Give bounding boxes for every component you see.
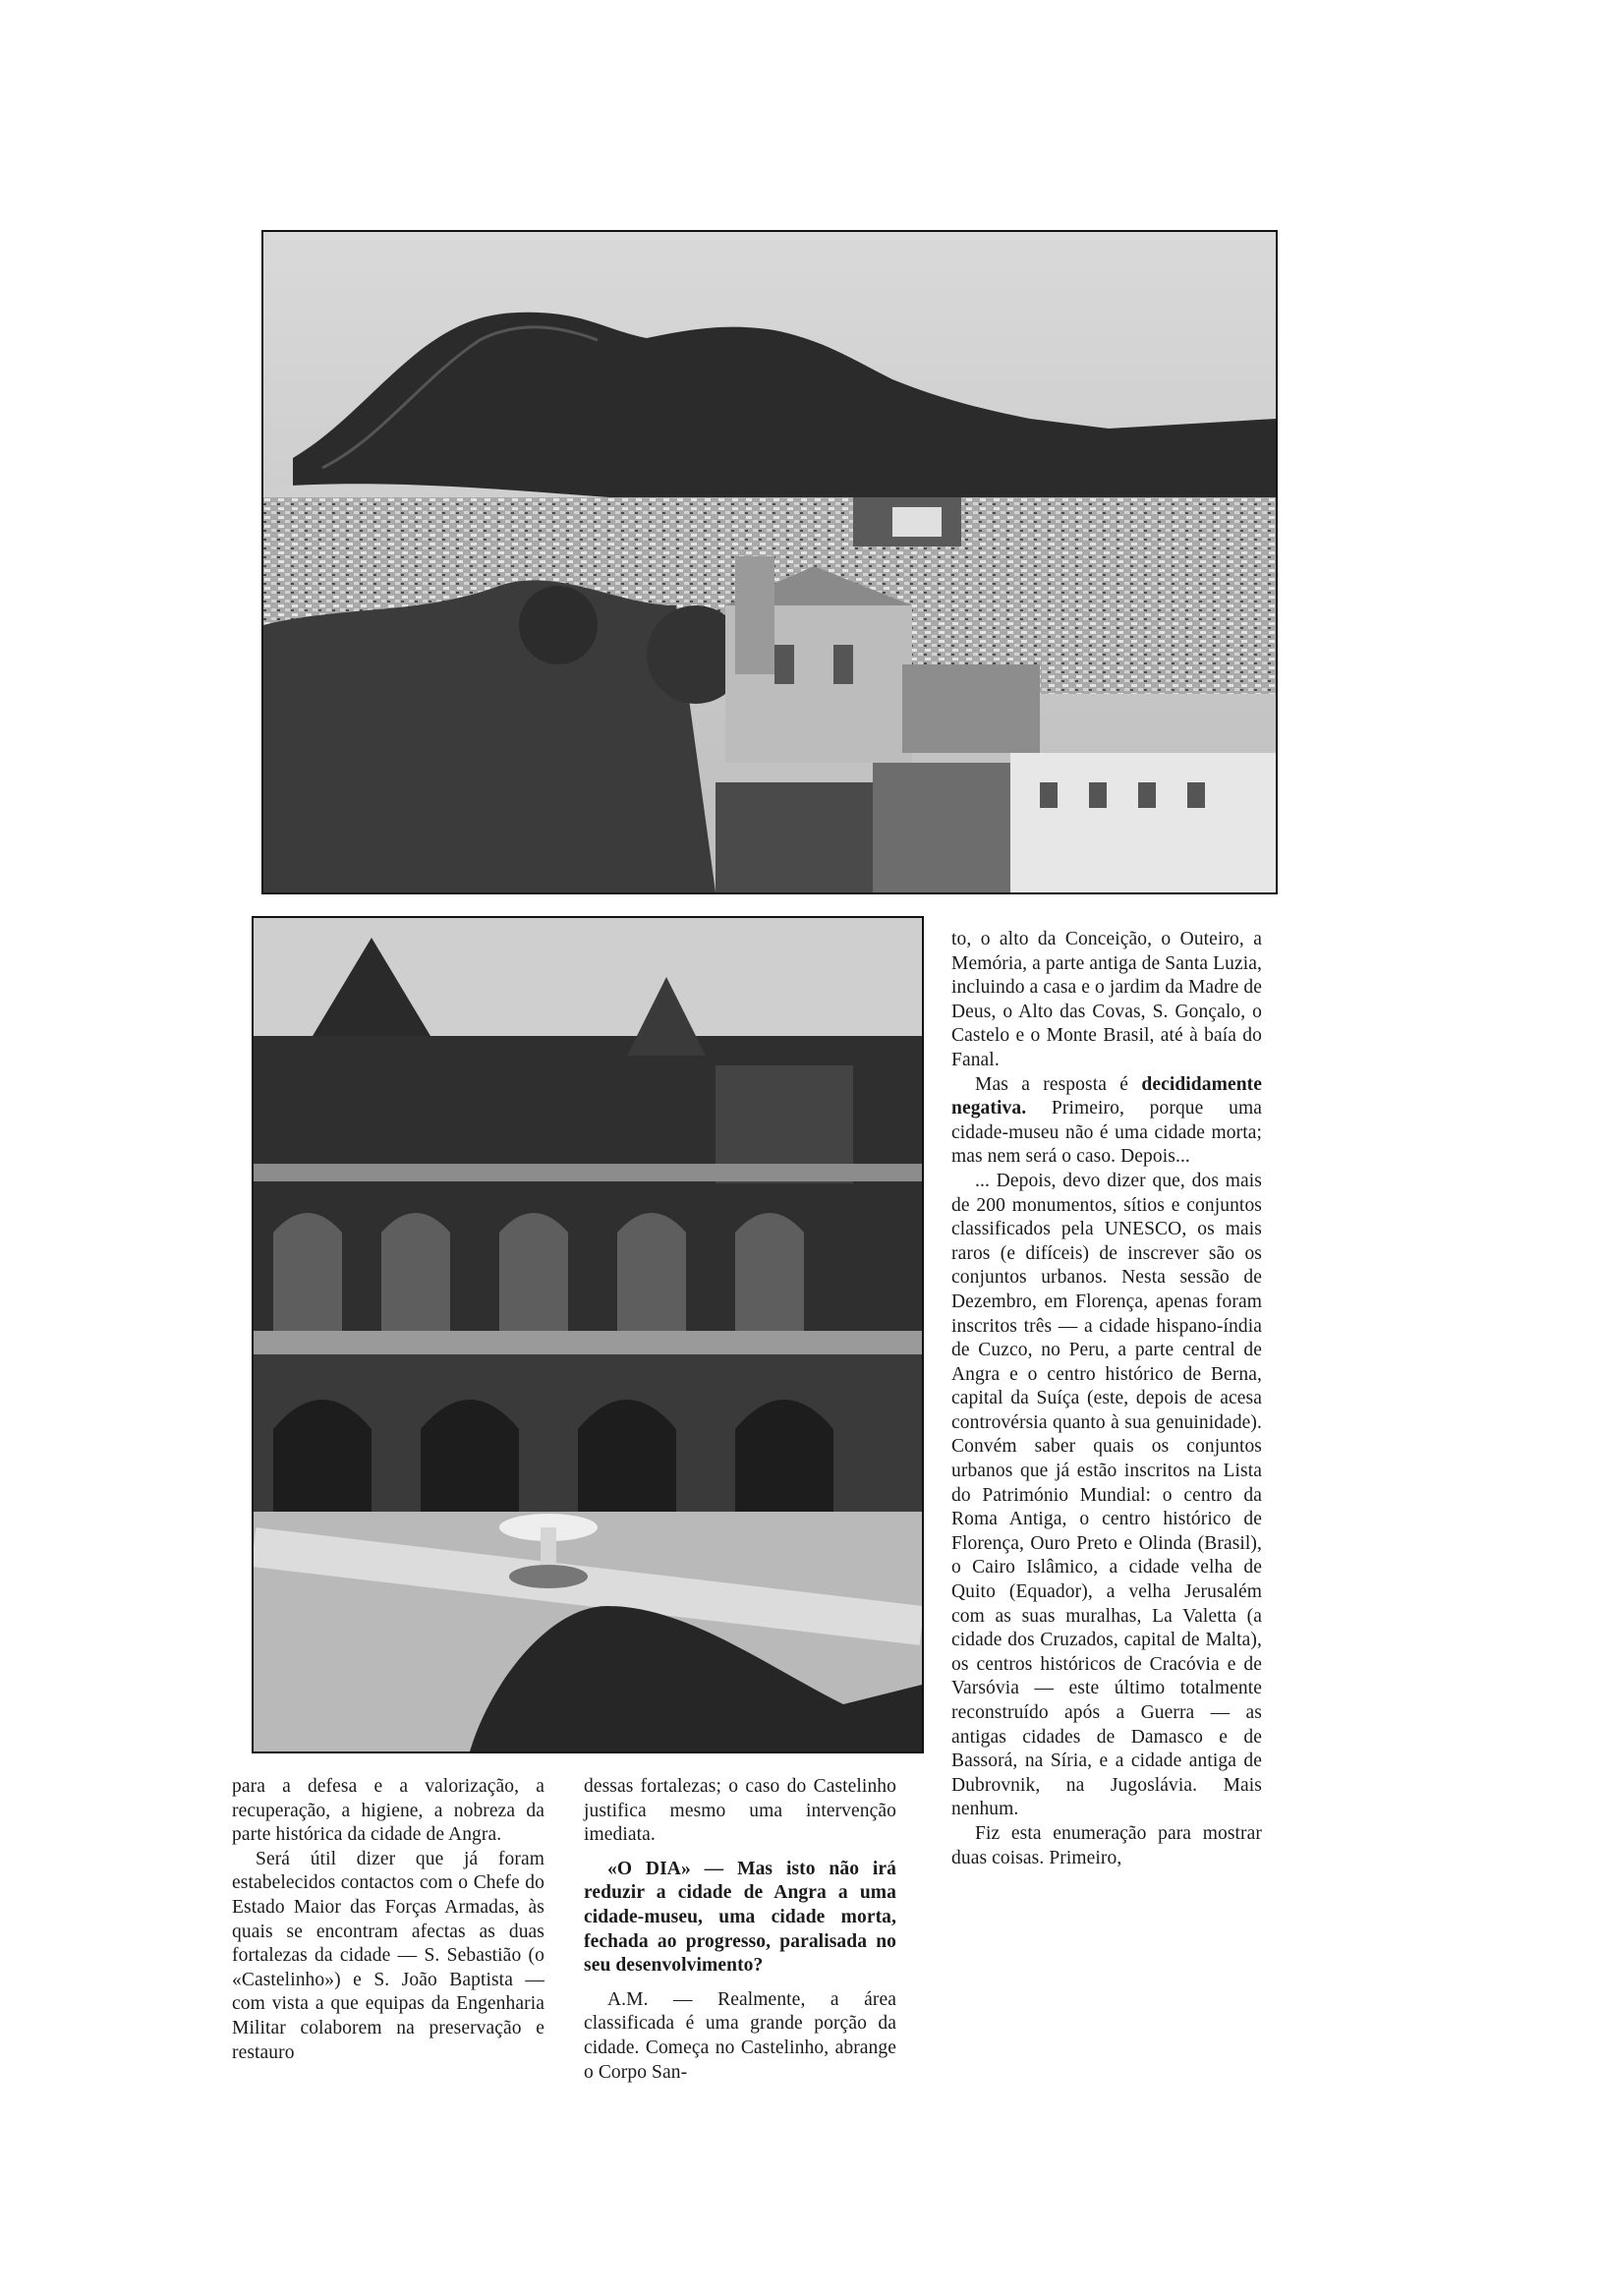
interview-question	[584, 1858, 896, 1979]
answer-text: Realmente, a área classificada é uma grande porção da cidade. Começa no Castelinho, abrange o Corpo San-	[584, 1988, 897, 2083]
photo-angra-bay	[261, 230, 1278, 894]
paragraph-rest: Primeiro, porque uma cidade-museu não é uma cidade morta; mas nem será o caso. Depois...	[951, 1098, 1262, 1168]
paragraph	[951, 1073, 1262, 1170]
text-column-right	[951, 928, 1262, 1870]
answer-speaker: A.M. —	[607, 1988, 693, 2010]
emphasis-text: decididamente negativa.	[951, 1073, 1262, 1119]
paragraph: dessas fortalezas; o caso do Castelinho justifica mesmo uma intervenção imediata.	[584, 1776, 896, 1846]
paragraph: para a defesa e a valorização, a recuperação, a higiene, a nobreza da parte histórica da cidade de Angra.	[232, 1776, 544, 1846]
paragraph: Fiz esta enumeração para mostrar duas coisas. Primeiro,	[951, 1822, 1262, 1868]
text-column-left	[232, 1775, 544, 2065]
paragraph: ... Depois, devo dizer que, dos mais de 200 monumentos, sítios e conjuntos classificados pela UNESCO, os mais raros (e difíceis) de inscrever são os conjuntos urbanos. Nesta sessão de Dezembro, em Florença, apenas foram inscritos três — a cidade hispano-índia de Cuzco, no Peru, a parte central de Angra e o centro histórico de Berna, capital da Suíça (este, depois de acesa controvérsia quanto à sua genuinidade). Convém saber quais os conjuntos urbanos que já estão inscritos na Lista do Património Mundial: o centro da Roma Antiga, o centro histórico de Florença, Ouro Preto e Olinda (Brasil), o Cairo Islâmico, a cidade velha de Quito (Equador), a velha Jerusalém com as suas muralhas, La Valetta (a cidade dos Cruzados, capital de Malta), os centros históricos de Cracóvia e de Varsóvia — este último totalmente reconstruído após a Guerra — as antigas cidades de Damasco e de Bassorá, na Síria, e a cidade antiga de Dubrovnik, na Jugoslávia. Mais nenhum.	[951, 1170, 1262, 1820]
photo-cloister-illustration	[254, 918, 922, 1751]
paragraph-lead: Mas a resposta é	[975, 1073, 1142, 1095]
paragraph: to, o alto da Conceição, o Outeiro, a Memória, a parte antiga de Santa Luzia, incluindo a casa e o jardim da Madre de Deus, o Alto das Covas, S. Gonçalo, o Castelo e o Monte Brasil, até à baía do Fanal.	[951, 929, 1262, 1070]
text-column-middle	[584, 1775, 896, 2085]
paragraph: Será útil dizer que já foram estabelecidos contactos com o Chefe do Estado Maior das Forças Armadas, às quais se encontram afectas as duas fortalezas da cidade — S. Sebastião (o «Castelinho») e S. João Baptista — com vista a que equipas da Engenharia Militar colaborem na preservação e restauro	[232, 1848, 544, 2063]
question-speaker: «O DIA» —	[607, 1858, 724, 1879]
interview-answer	[584, 1988, 896, 2085]
photo-cloister	[252, 916, 924, 1753]
question-text: Mas isto não irá reduzir a cidade de Angra a uma cidade-museu, uma cidade morta, fechada ao progresso, paralisada no seu desenvolvimento?	[584, 1858, 896, 1977]
photo-angra-bay-illustration	[263, 232, 1276, 892]
